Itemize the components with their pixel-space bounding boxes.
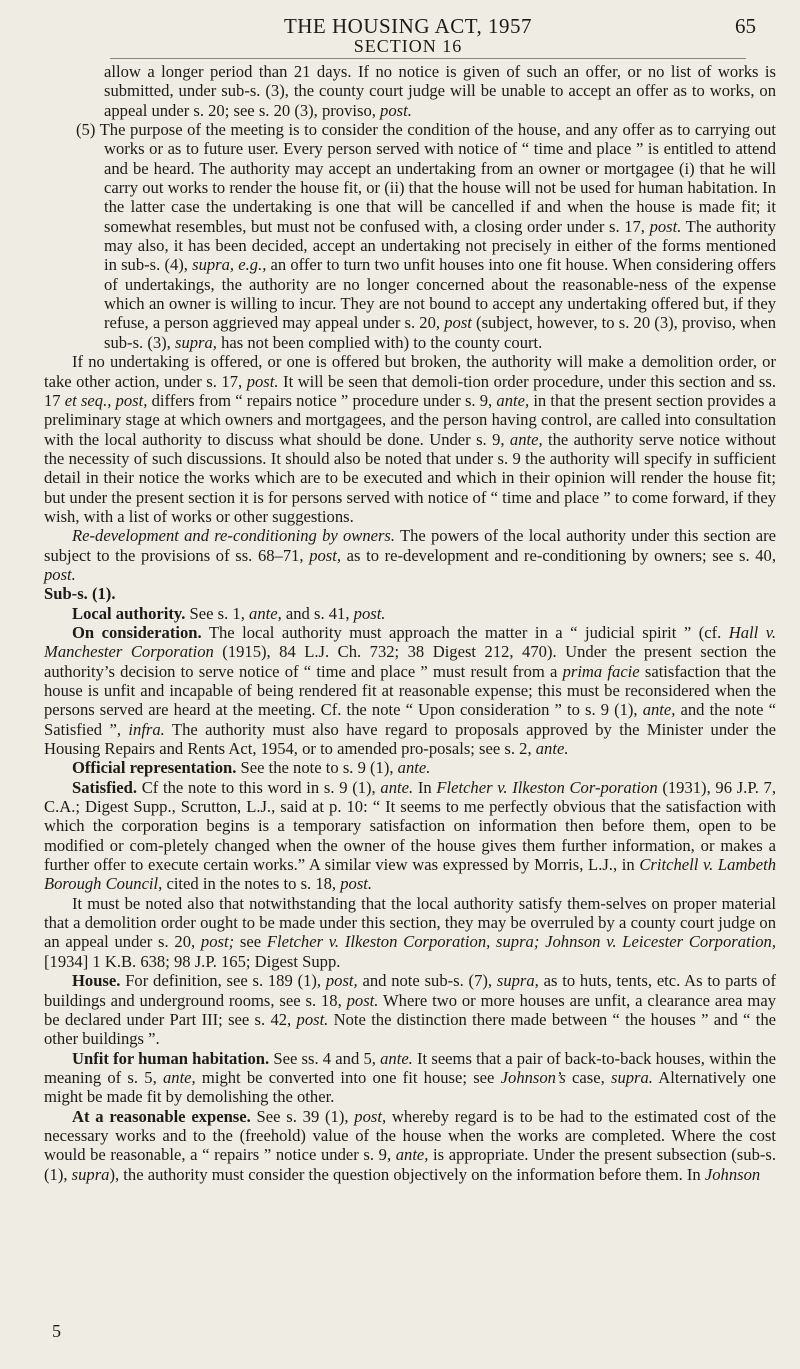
text-run: whereby regard is to be had to the estimated cost of the necessary works and to the (freehold) value of the house when the works are completed. Where the cost would be reasonable, a “ repairs ” notice under s. 9, bbox=[44, 1106, 776, 1165]
note-heading: On consideration. bbox=[72, 622, 202, 642]
italic-text: ante. bbox=[380, 1048, 413, 1068]
text-run: (5) The purpose of the meeting is to consider the condition of the house, and any offer as to carrying out works or as to future user. Every person served with notice of “ time and place ” is entitled to attend and be heard. The authority may accept an undertaking from an owner or mortgagee (i) that he will carry out works to render the house fit, or (ii) that the house will not be used for human habitation. In the latter case the undertaking is one that will be cancelled if and when the house is made fit; it somewhat resembles, but must not be confused with, a closing order under s. 17, bbox=[76, 120, 776, 236]
text-run: as to huts, tents, etc. As to parts of buildings and underground rooms, see s. 18, bbox=[44, 971, 776, 1010]
text-run: Alternatively one might be made fit by demolishing the other. bbox=[44, 1067, 777, 1107]
paragraph-p9 bbox=[44, 778, 776, 894]
text-run: and s. 41, bbox=[281, 603, 354, 623]
text-run: ), the authority must consider the question objectively on the information before them. In bbox=[109, 1164, 705, 1184]
text-run: The authority must also have regard to proposals approved by the Minister under the Housing Repairs and Rents Act, 1954, or to amended pro-posals; see s. 2, bbox=[44, 719, 776, 759]
italic-text: infra. bbox=[128, 719, 165, 739]
paragraph-p5 bbox=[44, 584, 776, 603]
page-number: 65 bbox=[735, 14, 756, 38]
text-run: Cf the note to this word in s. 9 (1), bbox=[137, 777, 381, 797]
italic-text: Johnson bbox=[704, 1164, 761, 1184]
text-run: It will be seen that demoli-tion order procedure, under this section and ss. 17 bbox=[44, 371, 776, 410]
text-run: It must be noted also that notwithstanding that the local authority satisfy them-selves on proper material that a demolition order ought to be made under this section, they may be overruled by a county court judge on an appeal under s. 20, bbox=[44, 893, 776, 952]
italic-text: ante, bbox=[395, 1145, 429, 1165]
text-run: If no undertaking is offered, or one is offered but broken, the authority will make a demolition order, or take other action, under s. 17, bbox=[44, 352, 776, 391]
text-run: Where two or more houses are unfit, a clearance area may be declared under Part III; see s. 42, bbox=[44, 990, 776, 1029]
italic-text: ante, bbox=[162, 1067, 196, 1087]
text-run: The local authority must approach the matter in a “ judicial spirit ” (cf. bbox=[201, 622, 729, 642]
italic-text: post, bbox=[309, 545, 342, 565]
italic-text: et seq., post, bbox=[64, 390, 148, 410]
text-run: satisfaction that the house is unfit and incapable of being rendered fit at reasonable expense; this must be reconsidered when the persons served are heard at the meeting. Cf. the note “ Upon consideration ” to s. 9 (1), bbox=[44, 661, 777, 720]
text-run: in that the present section provides a preliminary stage at which owners and mortgagees, and the person having control, are called into consultation with the local authority to discuss what should be done. Under s. 9, bbox=[44, 390, 776, 449]
italic-text: ante, bbox=[249, 603, 282, 623]
text-run: (1915), 84 L.J. Ch. 732; 38 Digest 212, 470). Under the present section the authority’s decision to serve notice of “ time and place ” must result from a bbox=[44, 642, 776, 681]
italic-text: supra. bbox=[611, 1067, 653, 1087]
running-title: THE HOUSING ACT, 1957 bbox=[283, 14, 533, 38]
italic-text: post. bbox=[380, 100, 412, 120]
paragraph-p3 bbox=[44, 352, 776, 526]
text-run: cited in the notes to s. 18, bbox=[162, 874, 341, 894]
italic-text: post, bbox=[354, 1106, 387, 1126]
note-heading: Sub-s. (1). bbox=[44, 584, 116, 604]
italic-text: post bbox=[444, 313, 472, 333]
paragraph-p12 bbox=[44, 1049, 776, 1107]
italic-text: ante, bbox=[642, 700, 676, 720]
italic-text: post. bbox=[340, 874, 373, 894]
paragraph-p8 bbox=[44, 758, 776, 777]
italic-text: ante, bbox=[509, 429, 543, 449]
text-run: allow a longer period than 21 days. If no notice is given of such an offer, or no list of works is submitted, under sub-s. (3), the county court judge will be unable to accept an offer as to works, on appeal under s. 20; see s. 20 (3), proviso, bbox=[104, 62, 776, 120]
text-run: case, bbox=[565, 1067, 611, 1087]
italic-text: Johnson’s bbox=[500, 1067, 566, 1087]
text-run: and the note “ Satisfied ”, bbox=[44, 700, 776, 739]
signature-mark: 5 bbox=[52, 1321, 61, 1341]
italic-text: ante. bbox=[535, 739, 569, 759]
italic-text: Fletcher v. Ilkeston Corporation, supra; bbox=[266, 932, 540, 952]
body-text bbox=[44, 62, 776, 1184]
paragraph-p4 bbox=[44, 526, 776, 584]
text-run: The powers of the local authority under this section are subject to the provisions of ss. 68–71, bbox=[44, 526, 776, 565]
note-heading: Local authority. bbox=[72, 603, 186, 623]
text-run: the authority serve notice without the necessity of such discussions. It should also be noted that under s. 9 the authority will specify in sufficient detail in their notice the works which are to be executed and which in their opinion will render the house fit; but under the present section it is for persons served with notice of “ time and place ” to come forward, if they wish, with a list of works or other suggestions. bbox=[44, 429, 776, 526]
paragraph-p1 bbox=[44, 62, 776, 120]
italic-text: post. bbox=[346, 990, 379, 1010]
note-heading: Official representation. bbox=[72, 758, 237, 778]
section-label: SECTION 16 bbox=[353, 36, 463, 56]
italic-text: post. bbox=[353, 603, 386, 623]
text-run: as to re-development and re-conditioning by owners; see s. 40, bbox=[341, 545, 777, 565]
italic-text: ante. bbox=[380, 777, 414, 797]
italic-text: post, bbox=[325, 971, 358, 991]
italic-text: post. bbox=[296, 1009, 329, 1029]
text-run: See ss. 4 and 5, bbox=[269, 1048, 381, 1068]
text-run: See the note to s. 9 (1), bbox=[236, 758, 398, 778]
text-run: (1931), 96 J.P. 7, C.A.; Digest Supp., Scrutton, L.J., said at p. 10: “ It seems to me perfectly obvious that the satisfaction with which the corporation begins is a temporary satisfaction on information then before them, open to be modified or com-pletely changed when the owner of the house gives them further information, or makes a further offer to execute certain works.” A similar view was expressed by Morris, L.J., in bbox=[44, 777, 776, 875]
italic-text: supra, bbox=[174, 332, 217, 352]
italic-text: Fletcher v. Ilkeston Cor-poration bbox=[436, 777, 658, 797]
italic-text: supra, bbox=[496, 971, 539, 991]
italic-text: post. bbox=[246, 371, 279, 391]
text-run: (subject, however, to s. 20 (3), proviso, when sub-s. (3), bbox=[104, 313, 776, 352]
paragraph-p7 bbox=[44, 623, 776, 758]
italic-text: Johnson v. Leicester Corporation, bbox=[545, 932, 776, 952]
paragraph-p13 bbox=[44, 1107, 776, 1184]
note-heading: Unfit for human habitation. bbox=[72, 1048, 270, 1068]
text-run: an offer to turn two unfit houses into one fit house. When considering offers of undertakings, the authority are no longer concerned about the reasonable-ness of the expense which an owner is willing to incur. They are not bound to accept any undertaking offered but, if they refuse, a person aggrieved may appeal under s. 20, bbox=[104, 255, 776, 333]
text-run: has not been complied with) to the county court. bbox=[216, 332, 543, 352]
italic-text: ante. bbox=[397, 758, 431, 778]
italic-text: Critchell v. Lambeth Borough Council, bbox=[44, 855, 776, 894]
italic-text: post. bbox=[649, 216, 682, 236]
text-run: In bbox=[413, 777, 437, 797]
text-run: differs from “ repairs notice ” procedure under s. 9, bbox=[147, 390, 497, 410]
note-heading: At a reasonable expense. bbox=[72, 1106, 251, 1126]
text-run: Note the distinction there made between “ the houses ” and “ the other buildings ”. bbox=[44, 1009, 776, 1049]
italic-text: supra, e.g., bbox=[192, 255, 267, 275]
text-run: See s. 1, bbox=[185, 603, 250, 623]
text-run: and note sub-s. (7), bbox=[357, 971, 497, 991]
italic-text: supra bbox=[71, 1164, 110, 1184]
text-run: might be converted into one fit house; see bbox=[195, 1067, 501, 1087]
italic-text: Hall v. Manchester Corporation bbox=[44, 622, 777, 662]
paragraph-p2 bbox=[44, 120, 776, 352]
text-run: is appropriate. Under the present subsection (sub-s. (1), bbox=[44, 1145, 776, 1184]
italic-text: post. bbox=[44, 564, 76, 584]
italic-text: prima facie bbox=[562, 661, 640, 681]
text-run: See s. 39 (1), bbox=[250, 1106, 355, 1126]
italic-text: post; bbox=[200, 932, 235, 952]
note-heading: Satisfied. bbox=[72, 777, 137, 797]
paragraph-p10 bbox=[44, 894, 776, 971]
text-run: For definition, see s. 189 (1), bbox=[120, 971, 326, 991]
text-run: [1934] 1 K.B. 638; 98 J.P. 165; Digest Supp. bbox=[44, 951, 341, 971]
paragraph-p11 bbox=[44, 971, 776, 1048]
text-run: The authority may also, it has been decided, accept an undertaking not precisely in either of the forms mentioned in sub-s. (4), bbox=[104, 216, 776, 275]
text-run: It seems that a pair of back-to-back houses, within the meaning of s. 5, bbox=[44, 1048, 776, 1087]
page-header bbox=[60, 14, 756, 56]
italic-text: Re-development and re-conditioning by owners. bbox=[72, 526, 396, 546]
italic-text: ante, bbox=[496, 390, 530, 410]
paragraph-p6 bbox=[44, 604, 776, 623]
note-heading: House. bbox=[72, 971, 121, 991]
text-run: see bbox=[234, 932, 267, 952]
header-rule bbox=[110, 58, 746, 59]
